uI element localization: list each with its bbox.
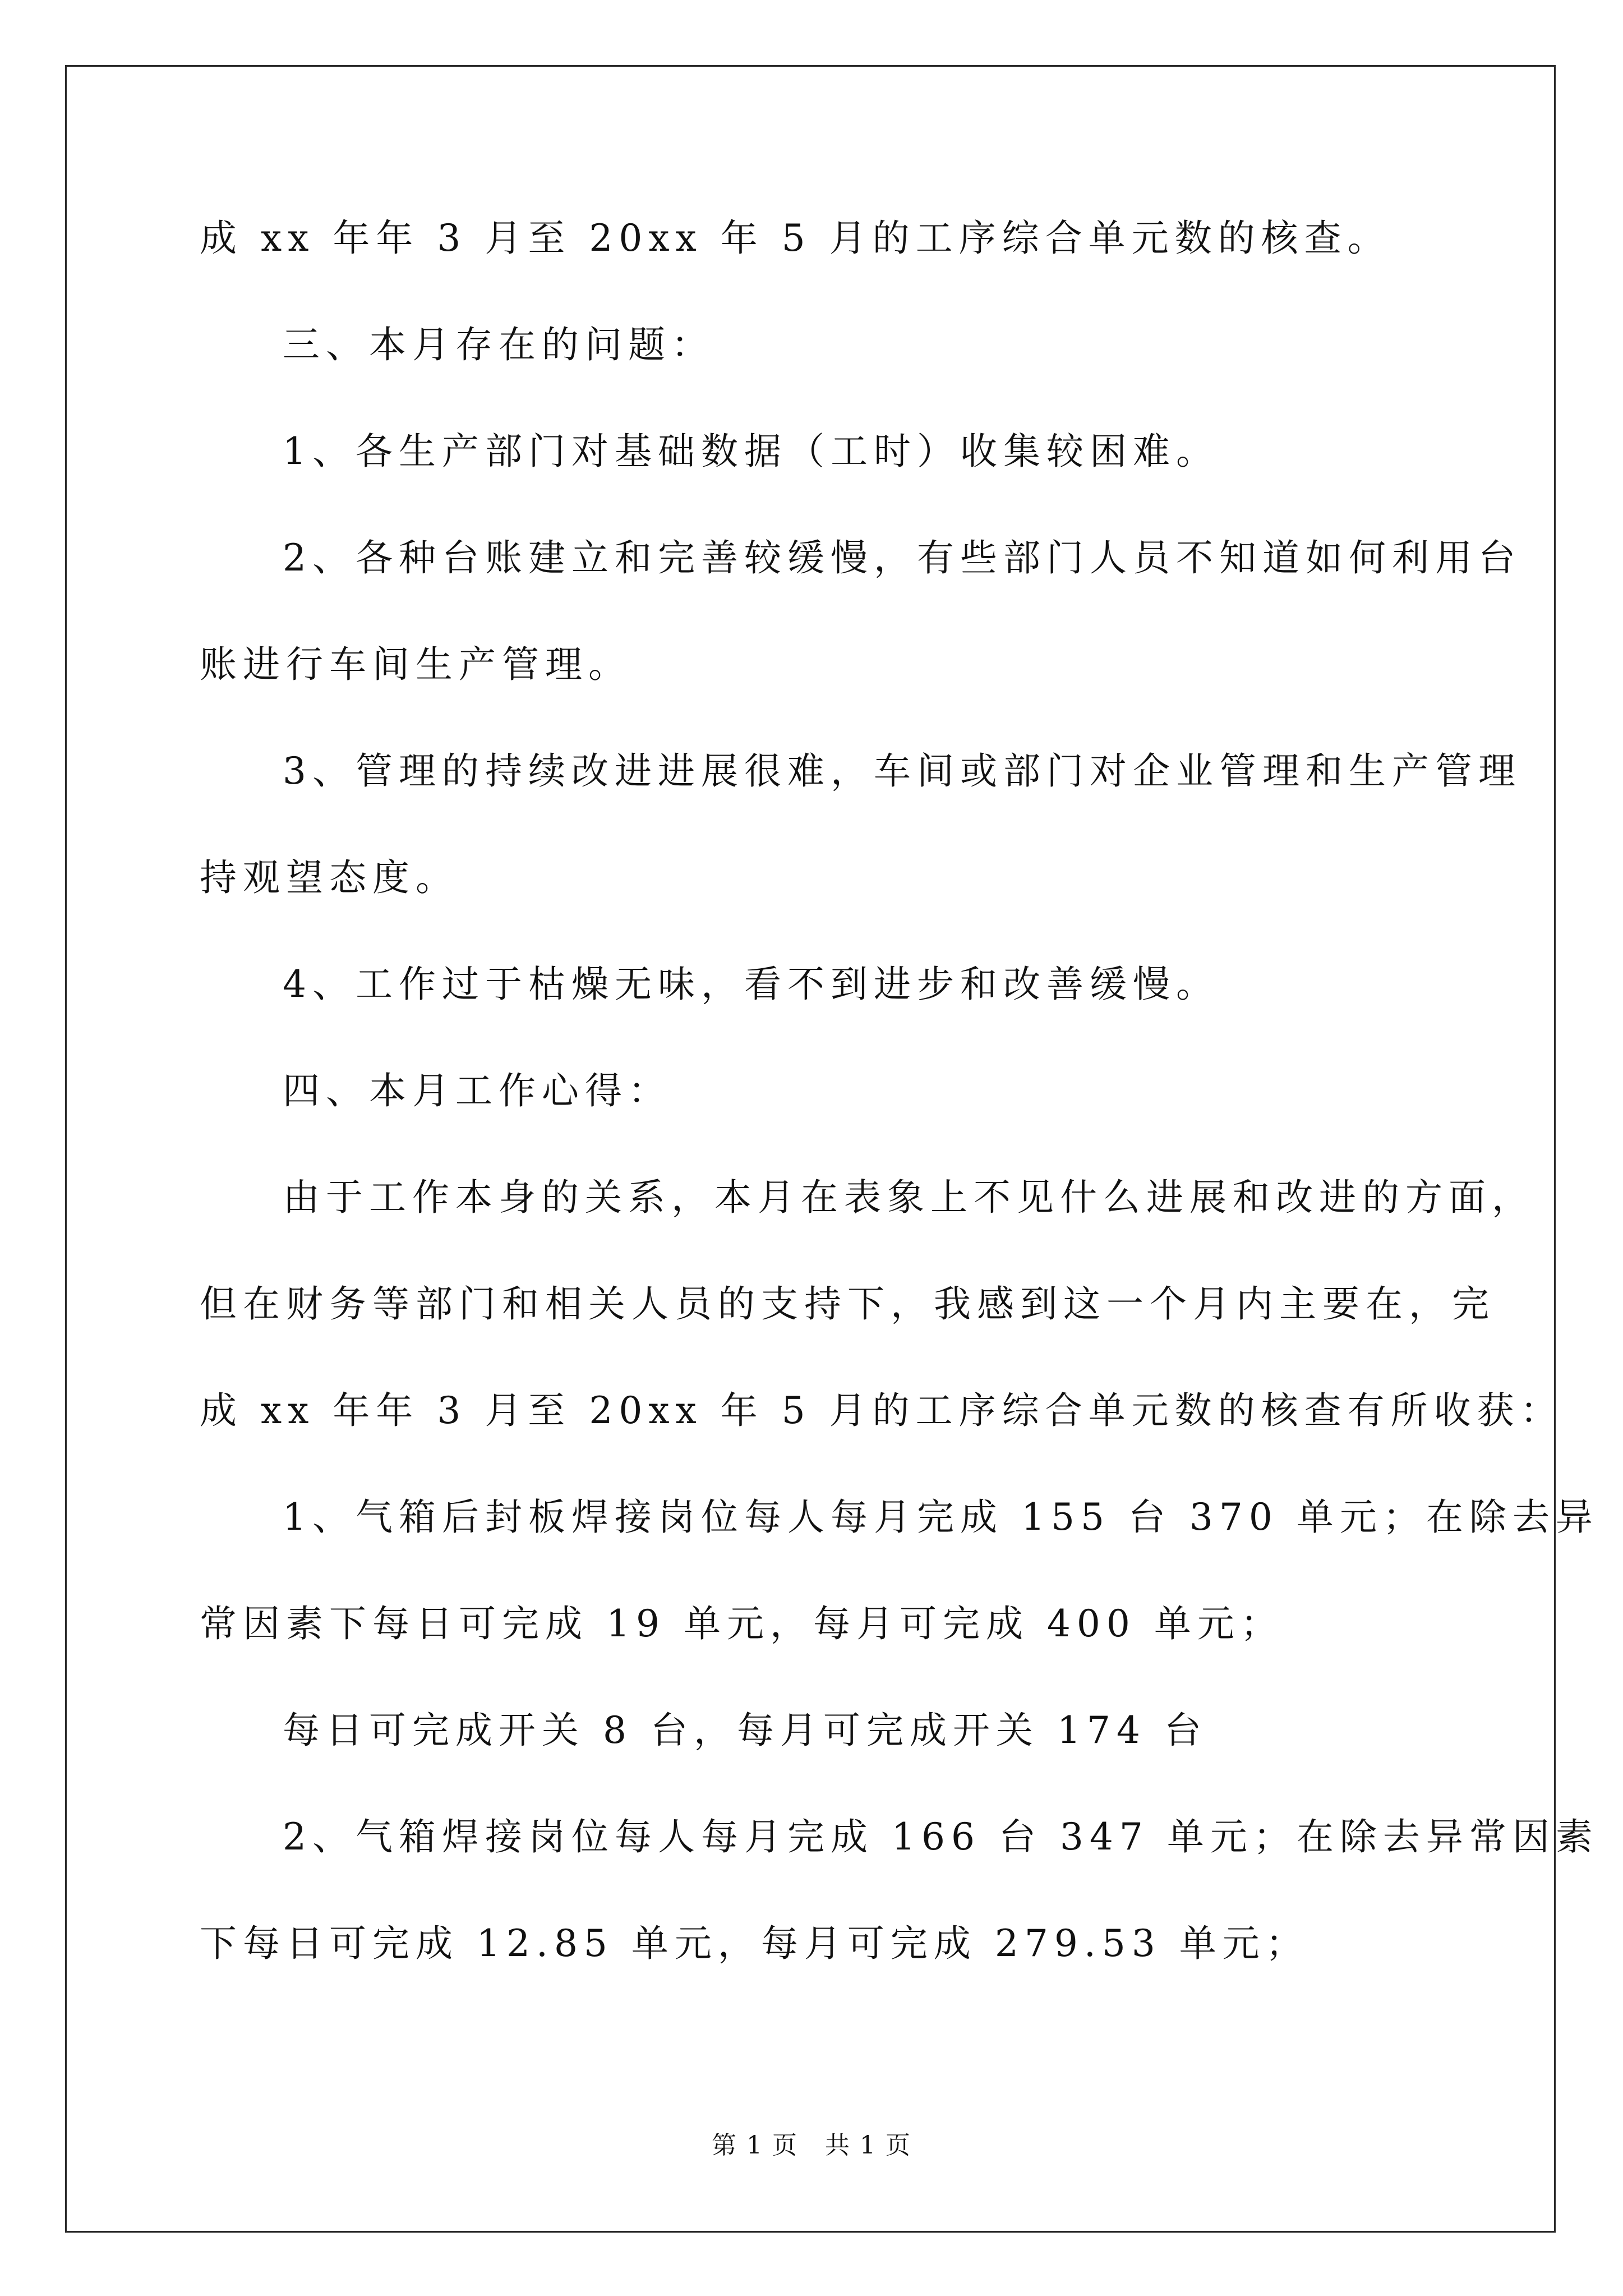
list-item: 4、工作过于枯燥无味，看不到进步和改善缓慢。	[283, 963, 1219, 1006]
section-heading: 四、本月工作心得：	[283, 1069, 671, 1112]
text-line: 但在财务等部门和相关人员的支持下，我感到这一个月内主要在，完	[200, 1282, 1495, 1326]
text-line: 持观望态度。	[200, 856, 459, 899]
list-item: 2、各种台账建立和完善较缓慢，有些部门人员不知道如何利用台	[283, 536, 1521, 579]
list-item: 3、管理的持续改进进展很难，车间或部门对企业管理和生产管理	[283, 749, 1521, 793]
text-line: 成 xx 年年 3 月至 20xx 年 5 月的工序综合单元数的核查。	[200, 217, 1391, 260]
text-line: 成 xx 年年 3 月至 20xx 年 5 月的工序综合单元数的核查有所收获：	[200, 1389, 1564, 1432]
section-heading: 三、本月存在的问题：	[283, 323, 714, 366]
paragraph-line: 由于工作本身的关系，本月在表象上不见什么进展和改进的方面，	[283, 1176, 1535, 1219]
text-line: 下每日可完成 12.85 单元，每月可完成 279.53 单元；	[200, 1922, 1309, 1965]
page-footer: 第 1 页 共 1 页	[712, 2131, 911, 2160]
text-line: 账进行车间生产管理。	[200, 643, 631, 686]
list-item: 2、气箱焊接岗位每人每月完成 166 台 347 单元；在除去异常因素	[283, 1815, 1599, 1858]
text-line: 常因素下每日可完成 19 单元，每月可完成 400 单元；	[200, 1602, 1284, 1645]
page-border	[65, 65, 1556, 2233]
list-item: 1、气箱后封板焊接岗位每人每月完成 155 台 370 单元；在除去异	[283, 1496, 1599, 1539]
paragraph-line: 每日可完成开关 8 台，每月可完成开关 174 台	[283, 1709, 1207, 1752]
list-item: 1、各生产部门对基础数据（工时）收集较困难。	[283, 430, 1219, 473]
